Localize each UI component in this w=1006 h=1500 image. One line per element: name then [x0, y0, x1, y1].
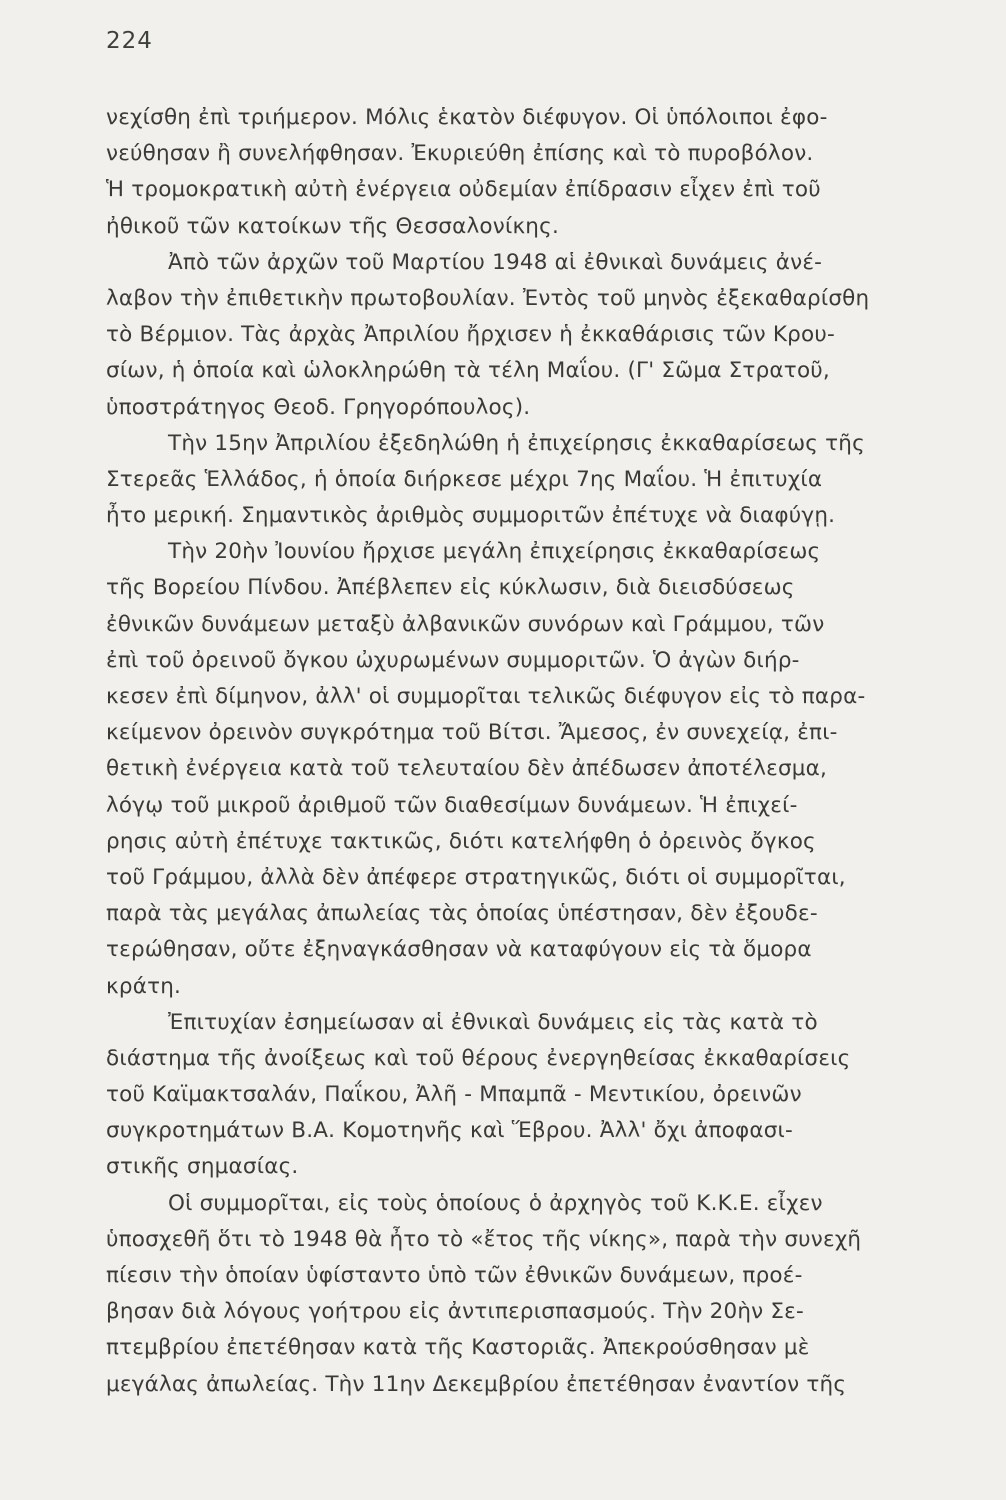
text-line: θετικὴ ἐνέργεια κατὰ τοῦ τελευταίου δὲν ἀπέδωσεν ἀποτέλεσμα,: [106, 756, 828, 782]
text-line: νεχίσθη ἐπὶ τριήμερον. Μόλις ἑκατὸν διέφυγον. Οἱ ὑπόλοιποι ἐφο-: [106, 105, 828, 130]
text-line: κεσεν ἐπὶ δίμηνον, ἀλλ' οἱ συμμορῖται τελικῶς διέφυγον εἰς τὸ παρα-: [106, 684, 866, 709]
text-line: νεύθησαν ἢ συνελήφθησαν. Ἐκυριεύθη ἐπίσης καὶ τὸ πυροβόλον.: [106, 141, 814, 167]
text-line: τοῦ Γράμμου, ἀλλὰ δὲν ἀπέφερε στρατηγικῶς, διότι οἱ συμμορῖται,: [106, 864, 846, 890]
text-line: Ἡ τρομοκρατικὴ αὐτὴ ἐνέργεια οὐδεμίαν ἐπίδρασιν εἶχεν ἐπὶ τοῦ: [106, 177, 821, 203]
text-line: παρὰ τὰς μεγάλας ἀπωλείας τὰς ὁποίας ὑπέστησαν, δὲν ἐξουδε-: [106, 901, 818, 927]
text-line: ἠθικοῦ τῶν κατοίκων τῆς Θεσσαλονίκης.: [106, 213, 559, 239]
text-line: τερώθησαν, οὔτε ἐξηναγκάσθησαν νὰ καταφύγουν εἰς τὰ ὅμορα: [106, 937, 812, 963]
text-line: σίων, ἡ ὁποία καὶ ὡλοκληρώθη τὰ τέλη Μαΐου. (Γ' Σῶμα Στρατοῦ,: [106, 358, 830, 384]
text-line: πίεσιν τὴν ὁποίαν ὑφίσταντο ὑπὸ τῶν ἐθνικῶν δυνάμεων, προέ-: [106, 1263, 803, 1288]
text-line: τῆς Βορείου Πίνδου. Ἀπέβλεπεν εἰς κύκλωσιν, διὰ διεισδύσεως: [106, 575, 795, 601]
text-line: Τὴν 20ὴν Ἰουνίου ἤρχισε μεγάλη ἐπιχείρησις ἐκκαθαρίσεως: [168, 539, 821, 565]
text-line: στικῆς σημασίας.: [106, 1154, 299, 1180]
text-line: λαβον τὴν ἐπιθετικὴν πρωτοβουλίαν. Ἐντὸς τοῦ μηνὸς ἐξεκαθαρίσθη: [106, 285, 870, 311]
text-line: ἐθνικῶν δυνάμεων μεταξὺ ἀλβανικῶν συνόρων καὶ Γράμμου, τῶν: [106, 611, 825, 637]
text-line: Ἀπὸ τῶν ἀρχῶν τοῦ Μαρτίου 1948 αἱ ἐθνικαὶ δυνάμεις ἀνέ-: [168, 249, 823, 275]
text-line: ρησις αὐτὴ ἐπέτυχε τακτικῶς, διότι κατελήφθη ὁ ὀρεινὸς ὄγκος: [106, 828, 816, 854]
text-line: Οἱ συμμορῖται, εἰς τοὺς ὁποίους ὁ ἀρχηγὸς τοῦ Κ.Κ.Ε. εἶχεν: [168, 1190, 823, 1216]
text-line: ὑποστράτηγος Θεοδ. Γρηγορόπουλος).: [106, 394, 531, 420]
text-line: τοῦ Καϊμακτσαλάν, Παΐκου, Ἀλῆ - Μπαμπᾶ - Μεντικίου, ὀρεινῶν: [106, 1082, 802, 1108]
text-line: ὑποσχεθῆ ὅτι τὸ 1948 θὰ ἦτο τὸ «ἔτος τῆς νίκης», παρὰ τὴν συνεχῆ: [106, 1226, 862, 1252]
text-line: ἦτο μερική. Σημαντικὸς ἀριθμὸς συμμοριτῶν ἐπέτυχε νὰ διαφύγῃ.: [106, 503, 836, 529]
text-line: λόγῳ τοῦ μικροῦ ἀριθμοῦ τῶν διαθεσίμων δυνάμεων. Ἡ ἐπιχεί-: [106, 792, 798, 818]
text-line: μεγάλας ἀπωλείας. Τὴν 11ην Δεκεμβρίου ἐπετέθησαν ἐναντίον τῆς: [106, 1371, 847, 1397]
text-line: βησαν διὰ λόγους γοήτρου εἰς ἀντιπερισπασμούς. Τὴν 20ὴν Σε-: [106, 1299, 804, 1325]
text-line: κράτη.: [106, 973, 182, 999]
text-line: ἐπὶ τοῦ ὀρεινοῦ ὄγκου ὠχυρωμένων συμμοριτῶν. Ὁ ἀγὼν διήρ-: [106, 647, 800, 673]
text-line: κείμενον ὀρεινὸν συγκρότημα τοῦ Βίτσι. Ἄμεσος, ἐν συνεχείᾳ, ἐπι-: [106, 720, 838, 746]
text-line: Ἐπιτυχίαν ἐσημείωσαν αἱ ἐθνικαὶ δυνάμεις εἰς τὰς κατὰ τὸ: [168, 1009, 818, 1035]
page-number: 224: [106, 28, 153, 54]
text-line: συγκροτημάτων Β.Α. Κομοτηνῆς καὶ Ἕβρου. Ἀλλ' ὄχι ἀποφασι-: [106, 1118, 793, 1144]
body-text: [106, 100, 966, 1403]
text-line: Τὴν 15ην Ἀπριλίου ἐξεδηλώθη ἡ ἐπιχείρησις ἐκκαθαρίσεως τῆς: [168, 430, 865, 456]
text-line: Στερεᾶς Ἑλλάδος, ἡ ὁποία διήρκεσε μέχρι 7ης Μαΐου. Ἡ ἐπιτυχία: [106, 466, 823, 492]
text-line: πτεμβρίου ἐπετέθησαν κατὰ τῆς Καστοριᾶς. Ἀπεκρούσθησαν μὲ: [106, 1335, 810, 1361]
text-line: τὸ Βέρμιον. Τὰς ἀρχὰς Ἀπριλίου ἤρχισεν ἡ ἐκκαθάρισις τῶν Κρου-: [106, 322, 835, 348]
text-line: διάστημα τῆς ἀνοίξεως καὶ τοῦ θέρους ἐνεργηθείσας ἐκκαθαρίσεις: [106, 1045, 851, 1071]
